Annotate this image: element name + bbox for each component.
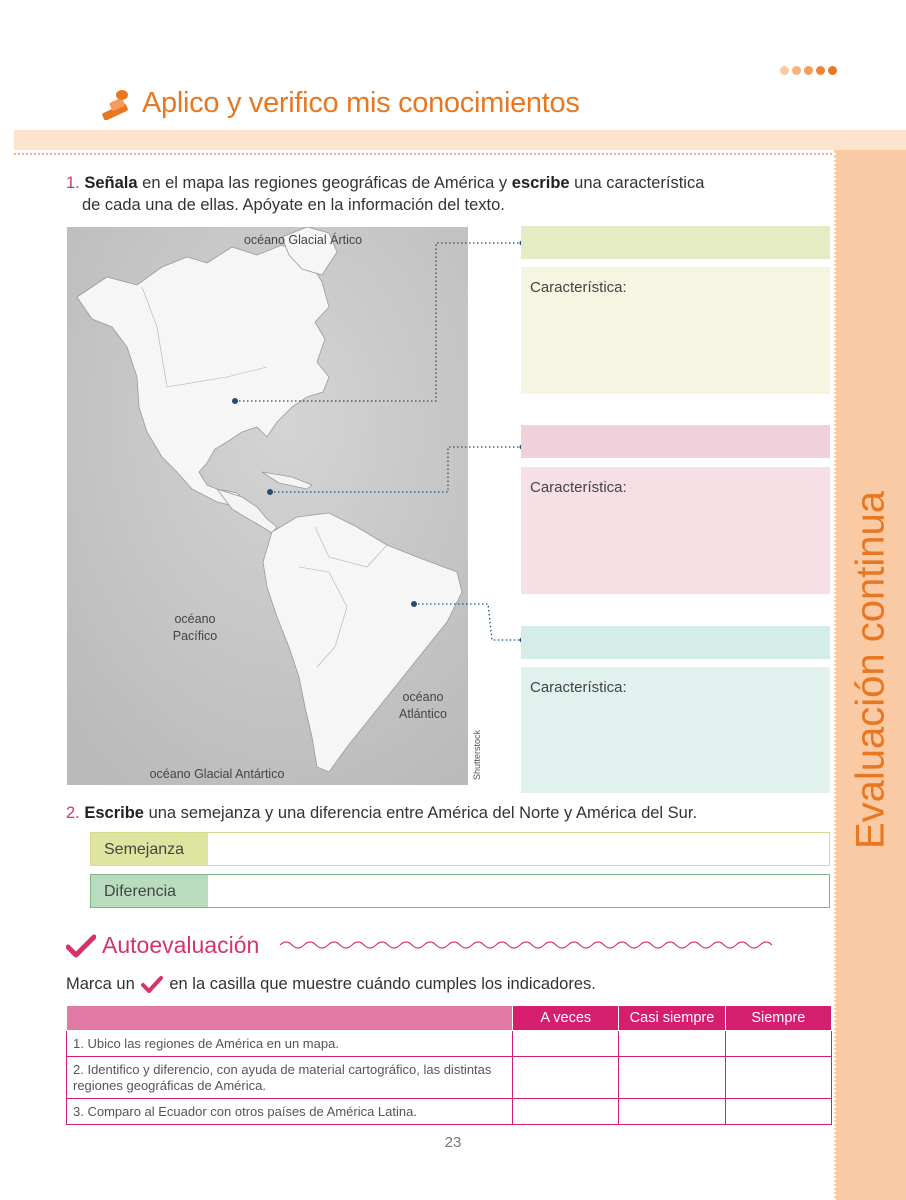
- checkmark-icon: [66, 934, 96, 958]
- label-antarctic: océano Glacial Antártico: [149, 767, 285, 781]
- difference-label: Diferencia: [91, 875, 208, 907]
- similarity-row: [90, 832, 830, 866]
- table-header: A veces: [513, 1006, 619, 1031]
- instruction-text: Marca un: [66, 975, 140, 993]
- label-pacific: [150, 611, 240, 645]
- checkbox-cell[interactable]: [513, 1031, 619, 1057]
- region-name-field-1[interactable]: [521, 226, 830, 259]
- checkbox-cell[interactable]: [619, 1057, 725, 1099]
- table-header: Siempre: [725, 1006, 831, 1031]
- keyword: Señala: [84, 174, 138, 192]
- progress-dot: [792, 66, 801, 75]
- question-number: 2.: [66, 804, 80, 822]
- characteristic-label: Característica:: [530, 279, 627, 296]
- question-1-line2: de cada una de ellas. Apóyate en la información del texto.: [82, 196, 505, 214]
- progress-dot: [804, 66, 813, 75]
- question-1: [66, 172, 806, 216]
- question-number: 1.: [66, 174, 80, 192]
- section-header: [100, 86, 580, 120]
- region-name-field-2[interactable]: [521, 425, 830, 458]
- region-name-field-3[interactable]: [521, 626, 830, 659]
- checkbox-cell[interactable]: [619, 1031, 725, 1057]
- table-header: Casi siempre: [619, 1006, 725, 1031]
- connector-lines: [220, 235, 530, 655]
- label-atlantic-line2: Atlántico: [399, 707, 447, 721]
- progress-dots: [780, 66, 837, 75]
- table-header-indicator: [67, 1006, 513, 1031]
- stamp-icon: [100, 86, 134, 120]
- side-tab-label-wrap: [826, 490, 906, 850]
- checkbox-cell[interactable]: [725, 1099, 831, 1125]
- instruction-text: en la casilla que muestre cuándo cumples los indicadores.: [169, 975, 596, 993]
- similarity-input[interactable]: [208, 833, 829, 865]
- checkmark-icon: [141, 975, 163, 993]
- table-row: [67, 1031, 832, 1057]
- self-assessment-title: Autoevaluación: [102, 932, 260, 958]
- indicator-cell: 1. Ubico las regiones de América en un mapa.: [67, 1031, 513, 1057]
- self-assessment-table: [66, 1005, 832, 1125]
- difference-row: [90, 874, 830, 908]
- indicator-cell: 2. Identifico y diferencio, con ayuda de material cartográfico, las distintas regiones geográficas de América.: [67, 1057, 513, 1099]
- self-assessment-instruction: [66, 973, 826, 995]
- keyword: escribe: [511, 174, 570, 192]
- question-1-line1: [66, 172, 806, 194]
- similarity-label: Semejanza: [91, 833, 208, 865]
- checkbox-cell[interactable]: [619, 1099, 725, 1125]
- characteristic-field-1[interactable]: [521, 267, 830, 394]
- label-arctic: océano Glacial Ártico: [243, 233, 363, 247]
- characteristic-label: Característica:: [530, 479, 627, 496]
- checkbox-cell[interactable]: [513, 1057, 619, 1099]
- dotted-divider: [14, 153, 836, 155]
- side-tab-label: Evaluación continua: [848, 490, 893, 850]
- header-band: [14, 130, 906, 150]
- page-title: Aplico y verifico mis conocimientos: [142, 86, 580, 119]
- table-row: [67, 1057, 832, 1099]
- image-credit: Shutterstock: [472, 729, 482, 780]
- label-pacific-line2: Pacífico: [172, 629, 218, 643]
- table-row: [67, 1099, 832, 1125]
- progress-dot: [816, 66, 825, 75]
- table-header-row: [67, 1006, 832, 1031]
- wavy-divider: [280, 938, 785, 952]
- question-text: en el mapa las regiones geográficas de América y: [137, 174, 512, 192]
- label-atlantic: [378, 689, 468, 723]
- checkbox-cell[interactable]: [725, 1031, 831, 1057]
- question-text: una semejanza y una diferencia entre América del Norte y América del Sur.: [143, 804, 698, 822]
- characteristic-label: Característica:: [530, 679, 627, 696]
- page-number: 23: [444, 1134, 462, 1151]
- keyword: Escribe: [84, 804, 144, 822]
- difference-input[interactable]: [208, 875, 829, 907]
- self-assessment-header: [66, 932, 259, 959]
- characteristic-field-2[interactable]: [521, 467, 830, 594]
- question-text: una característica: [569, 174, 705, 192]
- progress-dot: [828, 66, 837, 75]
- question-2: [66, 802, 826, 824]
- label-atlantic-line1: océano: [402, 690, 444, 704]
- checkbox-cell[interactable]: [513, 1099, 619, 1125]
- indicator-cell: 3. Comparo al Ecuador con otros países de América Latina.: [67, 1099, 513, 1125]
- progress-dot: [780, 66, 789, 75]
- label-pacific-line1: océano: [174, 612, 216, 626]
- characteristic-field-3[interactable]: [521, 667, 830, 793]
- checkbox-cell[interactable]: [725, 1057, 831, 1099]
